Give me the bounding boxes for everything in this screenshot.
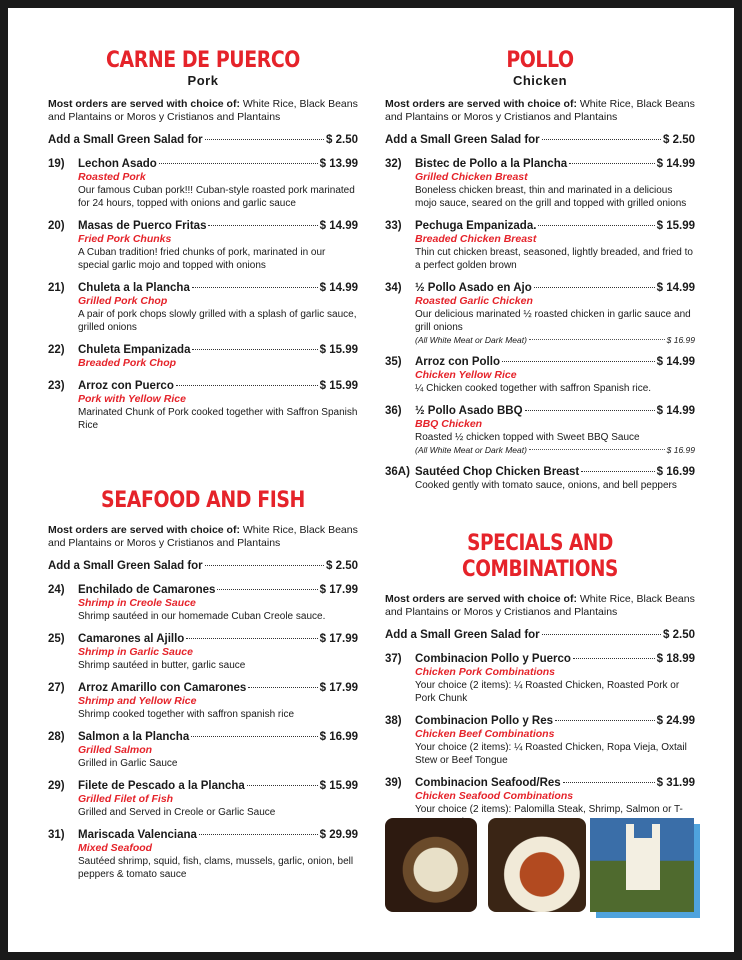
item-price: $ 31.99 [656,777,695,789]
dot-leader [247,785,318,786]
item-description: Your choice (2 items): ¼ Roasted Chicken, Ropa Vieja, Oxtail Stew or Beef Tongue [415,742,687,766]
item-option-price: $ 16.99 [666,335,695,345]
item-english-name: Shrimp and Yellow Rice [78,695,197,707]
section-title: SEAFOOD AND FISH [101,488,305,513]
item-price: $ 15.99 [656,220,695,232]
item-number: 33) [385,220,402,232]
item-price: $ 15.99 [319,344,358,356]
item-name: Masas de Puerco Fritas [78,220,207,232]
menu-item [48,681,358,721]
salad-addon: Add a Small Green Salad for $ 2.50 [48,134,358,146]
item-number: 22) [48,344,65,356]
item-name: Bistec de Pollo a la Plancha [415,158,568,170]
item-description: A pair of pork chops slowly grilled with a splash of garlic sauce, grilled onions [78,309,357,333]
section-pork [48,48,358,441]
item-number: 29) [48,780,65,792]
item-list [48,583,358,881]
item-name-line [78,632,358,646]
dot-leader [159,163,318,164]
dot-leader [248,687,317,688]
dot-leader [538,225,654,226]
menu-item [48,157,358,210]
dot-leader [569,163,655,164]
item-name: Combinacion Pollo y Puerco [415,653,571,665]
item-name: Camarones al Ajillo [78,633,185,645]
item-price: $ 15.99 [319,380,358,392]
item-list [385,652,695,829]
item-name-line [78,343,358,357]
item-name: Sautéed Chop Chicken Breast [415,466,580,478]
menu-item [48,219,358,272]
item-english-name: Chicken Yellow Rice [415,369,517,381]
item-name: Combinacion Pollo y Res [415,715,554,727]
menu-item [48,583,358,623]
dot-leader [192,287,318,288]
item-number: 27) [48,682,65,694]
item-english-name: Shrimp in Garlic Sauce [78,646,193,658]
item-name: Arroz con Pollo [415,356,500,368]
item-name: Lechon Asado [78,158,157,170]
item-number: 35) [385,356,402,368]
menu-item [385,404,695,456]
section-chicken [385,48,695,501]
food-photo-fish-plate [488,818,586,912]
item-price: $ 18.99 [656,653,695,665]
section-title: POLLO [506,48,574,73]
item-number: 34) [385,282,402,294]
menu-item [385,157,695,210]
item-english-name: Breaded Chicken Breast [415,233,537,245]
menu-item [48,343,358,370]
dot-leader [199,834,318,835]
item-description: Roasted ½ chicken topped with Sweet BBQ Sauce [415,432,640,443]
item-english-name: Chicken Beef Combinations [415,728,555,740]
item-price: $ 13.99 [319,158,358,170]
item-description: ¼ Chicken cooked together with saffron Spanish rice. [415,383,652,394]
item-name: Arroz con Puerco [78,380,174,392]
item-description: Grilled in Garlic Sauce [78,758,178,769]
item-number: 32) [385,158,402,170]
item-name-line [78,583,358,597]
item-description: Thin cut chicken breast, seasoned, lightly breaded, and fried to a perfect golden brown [415,247,693,271]
item-name: Salmon a la Plancha [78,731,190,743]
church-building-icon [626,838,660,890]
dot-leader [502,361,655,362]
item-description: Marinated Chunk of Pork cooked together with Saffron Spanish Rice [78,407,358,431]
item-name: Enchilado de Camarones [78,584,216,596]
item-english-name: BBQ Chicken [415,418,483,430]
item-name-line [415,404,695,418]
menu-item [385,281,695,346]
item-english-name: Breaded Pork Chop [78,357,177,369]
dot-leader [208,225,317,226]
section-subtitle: Chicken [512,73,568,88]
item-description: Shrimp cooked together with saffron spanish rice [78,709,295,720]
dot-leader [563,782,655,783]
salad-addon: Add a Small Green Salad for $ 2.50 [385,629,695,641]
menu-item [385,465,695,492]
intro-text: Most orders are served with choice of: White Rice, Black Beans and Plantains or Moros y Cristianos and Plantains [385,593,695,618]
section-specials [385,531,695,838]
item-name-line [415,714,695,728]
item-price: $ 17.99 [319,682,358,694]
item-name: Mariscada Valenciana [78,829,197,841]
salad-addon: Add a Small Green Salad for $ 2.50 [385,134,695,146]
item-english-name: Chicken Seafood Combinations [415,790,574,802]
salad-addon: Add a Small Green Salad for $ 2.50 [48,560,358,572]
item-name-line [78,157,358,171]
item-price: $ 24.99 [656,715,695,727]
item-name-line [415,355,695,369]
item-description: Our delicious marinated ½ roasted chicken in garlic sauce and grill onions [415,309,691,333]
menu-item [385,714,695,767]
dot-leader [191,736,317,737]
item-name-line [78,379,358,393]
item-english-name: Grilled Salmon [78,744,153,756]
item-number: 31) [48,829,65,841]
item-english-name: Chicken Pork Combinations [415,666,556,678]
item-number: 25) [48,633,65,645]
menu-page [8,8,734,952]
dot-leader [176,385,318,386]
item-price: $ 14.99 [656,158,695,170]
item-english-name: Grilled Filet of Fish [78,793,174,805]
section-seafood [48,488,358,890]
item-english-name: Grilled Pork Chop [78,295,168,307]
item-name: ½ Pollo Asado en Ajo [415,282,532,294]
dot-leader [534,287,655,288]
item-number: 20) [48,220,65,232]
item-number: 36) [385,405,402,417]
section-subtitle: Pork [187,73,219,88]
menu-item [48,730,358,770]
dot-leader [186,638,317,639]
item-name-line [78,681,358,695]
menu-item [48,828,358,881]
menu-item [385,219,695,272]
item-option-line [415,334,695,346]
dot-leader [581,471,654,472]
dot-leader [217,589,317,590]
intro-text: Most orders are served with choice of: White Rice, Black Beans and Plantains or Moros y Cristianos and Plantains [385,98,695,123]
item-number: 36A) [385,466,410,478]
item-price: $ 15.99 [319,780,358,792]
dot-leader [192,349,317,350]
item-description: A Cuban tradition! fried chunks of pork, marinated in our special garlic mojo and topped with onions [78,247,326,271]
intro-text: Most orders are served with choice of: White Rice, Black Beans and Plantains or Moros y Cristianos and Plantains [48,98,358,123]
item-name-line [415,281,695,295]
item-description: Your choice (2 items): Palomilla Steak, Shrimp, Salmon or T- [415,804,683,815]
item-price: $ 16.99 [656,466,695,478]
item-english-name: Roasted Garlic Chicken [415,295,533,307]
item-description: Shrimp sautéed in butter, garlic sauce [78,660,246,671]
item-name: ½ Pollo Asado BBQ [415,405,523,417]
item-name-line [78,779,358,793]
item-name: Chuleta a la Plancha [78,282,190,294]
item-name-line [78,281,358,295]
item-option-label: (All White Meat or Dark Meat) [415,335,527,345]
item-name-line [415,465,695,479]
item-price: $ 14.99 [656,356,695,368]
item-description: Boneless chicken breast, thin and marinated in a delicious mojo sauce, seared on the grill and topped with grilled onions [415,185,687,209]
item-english-name: Grilled Chicken Breast [415,171,528,183]
item-name: Filete de Pescado a la Plancha [78,780,245,792]
item-name: Chuleta Empanizada [78,344,191,356]
menu-item [385,355,695,395]
item-price: $ 17.99 [319,584,358,596]
dot-leader [555,720,655,721]
item-name-line [415,157,695,171]
item-number: 24) [48,584,65,596]
item-name-line [78,219,358,233]
item-name-line [78,730,358,744]
item-number: 19) [48,158,65,170]
item-name-line [415,776,695,790]
menu-item [48,281,358,334]
item-name: Pechuga Empanizada. [415,220,537,232]
dot-leader [525,410,655,411]
item-english-name: Shrimp in Creole Sauce [78,597,196,609]
item-number: 39) [385,777,402,789]
menu-item [48,379,358,432]
section-title: SPECIALS AND COMBINATIONS [462,531,618,582]
item-english-name: Mixed Seafood [78,842,153,854]
item-english-name: Roasted Pork [78,171,146,183]
item-number: 23) [48,380,65,392]
item-number: 37) [385,653,402,665]
church-photo [590,818,694,912]
item-number: 21) [48,282,65,294]
item-price: $ 29.99 [319,829,358,841]
item-name: Combinacion Seafood/Res [415,777,561,789]
item-number: 28) [48,731,65,743]
item-name-line [415,652,695,666]
item-list [48,157,358,432]
item-option-line [415,444,695,456]
item-price: $ 14.99 [319,282,358,294]
item-english-name: Pork with Yellow Rice [78,393,186,405]
item-name-line [415,219,695,233]
item-price: $ 17.99 [319,633,358,645]
item-english-name: Fried Pork Chunks [78,233,172,245]
item-list [385,157,695,492]
item-description: Shrimp sautéed in our homemade Cuban Creole sauce. [78,611,326,622]
item-price: $ 14.99 [656,405,695,417]
item-option-label: (All White Meat or Dark Meat) [415,445,527,455]
item-option-price: $ 16.99 [666,445,695,455]
item-name-line [78,828,358,842]
food-photo-pork-plate [385,818,477,912]
dot-leader [573,658,655,659]
item-description: Your choice (2 items): ¼ Roasted Chicken, Roasted Pork or Pork Chunk [415,680,680,704]
section-title: CARNE DE PUERCO [106,48,300,73]
menu-item [48,632,358,672]
item-number: 38) [385,715,402,727]
item-description: Our famous Cuban pork!!! Cuban-style roasted pork marinated for 24 hours, topped with onions and garlic sauce [78,185,355,209]
item-description: Cooked gently with tomato sauce, onions, and bell peppers [415,480,677,491]
item-price: $ 14.99 [656,282,695,294]
intro-text: Most orders are served with choice of: White Rice, Black Beans and Plantains or Moros y Cristianos and Plantains [48,524,358,549]
menu-item [48,779,358,819]
item-description: Grilled and Served in Creole or Garlic Sauce [78,807,276,818]
item-description: Sautéed shrimp, squid, fish, clams, mussels, garlic, onion, bell peppers & tomato sauce [78,856,354,880]
item-name: Arroz Amarillo con Camarones [78,682,247,694]
item-price: $ 14.99 [319,220,358,232]
item-price: $ 16.99 [319,731,358,743]
photo-strip [385,818,695,918]
menu-item [385,652,695,705]
